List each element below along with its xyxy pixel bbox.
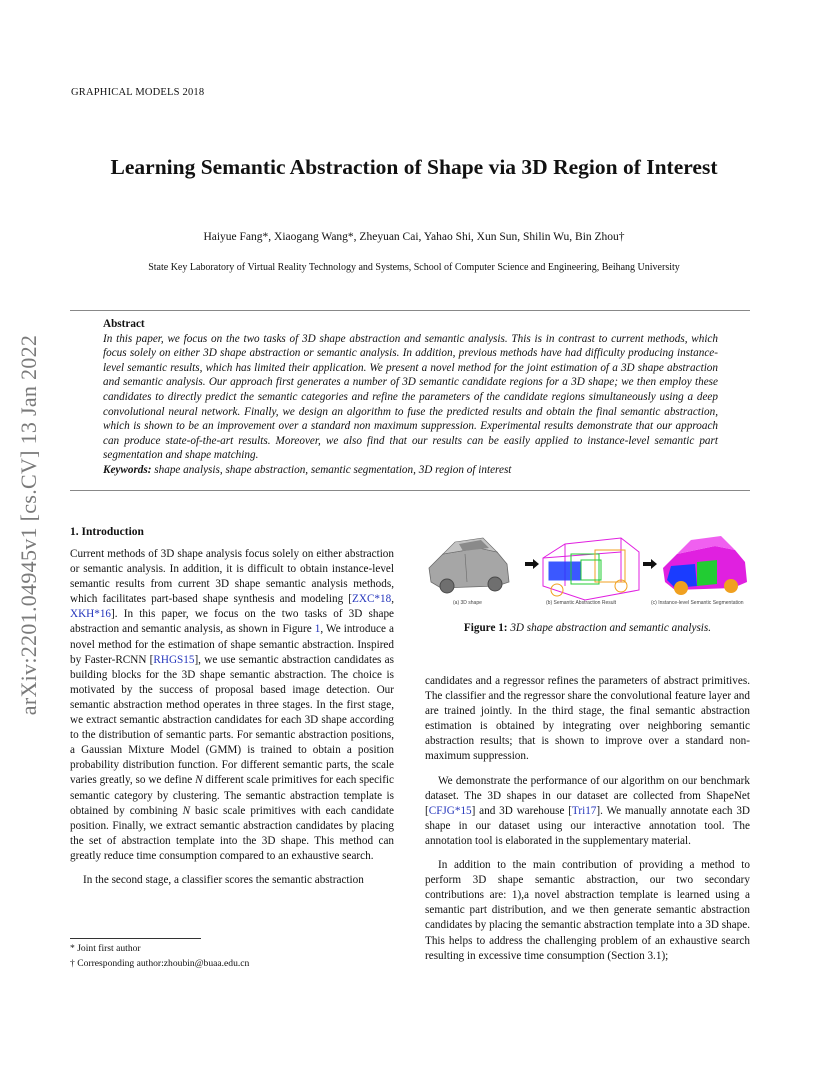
figure-subcaption-a: (a) 3D shape (453, 600, 482, 606)
right-column (425, 674, 750, 964)
intro-paragraph-cont: candidates and a regressor refines the parameters of abstract primitives. The classifier and the regressor share the convolutional feature layer and are trained jointly. In the third stage, the final semantic abstraction estimation is obtained by integrating over neighboring semantic abstraction results; that is shown to improve over a standard non-maximum suppression. (425, 675, 750, 763)
intro-paragraph-3: We demonstrate the performance of our algorithm on our benchmark dataset. The 3D shapes in our dataset are collected from ShapeNet [CFJG*15] and 3D warehouse [Tri17]. We manually annotate each 3D shape in our dataset using our interactive annotation tool. The annotation tool is elaborated in the supplementary material. (425, 774, 750, 847)
arxiv-stamp (11, 290, 47, 760)
abstract-heading: Abstract (103, 318, 145, 330)
figure-caption-text: 3D shape abstraction and semantic analysis. (510, 622, 712, 634)
paper-title: Learning Semantic Abstraction of Shape via 3D Region of Interest (110, 155, 718, 179)
section-heading-introduction: 1. Introduction (70, 526, 144, 538)
venue-header: GRAPHICAL MODELS 2018 (71, 87, 205, 98)
citation-link[interactable]: XKH*16 (70, 608, 112, 621)
figure-1-caption (425, 622, 750, 634)
abstract-text: In this paper, we focus on the two tasks of 3D shape abstraction and semantic analysis. This is in contrast to current methods, which focus solely on either 3D shape abstraction or semantic analysis. In addition, previous methods have had difficulty producing instance-level semantic results, which has limited their application. We present a novel method for the joint estimation of a 3D shape abstraction and semantic analysis. Our approach first generates a number of 3D semantic candidate regions for a 3D shape; we then employ these candidates to directly predict the semantic categories and refine the parameters of the candidate regions simultaneously using a deep convolutional neural network. Finally, we design an algorithm to fuse the predicted results and obtain the final semantic abstraction, which is shown to be an improvement over a standard non maximum suppression. Experimental results demonstrate that our approach can produce state-of-the-art results. Moreover, we also find that our results can be easily applied to instance-level semantic part segmentation and shape matching. (103, 332, 718, 462)
intro-paragraph-4: In addition to the main contribution of providing a method to perform 3D shape semantic abstraction, our two secondary contributions are: 1),a novel abstraction template is learned using a semantic part distribution, and we then generate semantic abstraction candidates by placing the semantic abstraction template into a 3D shape. This helps to address the challenging problem of an exhaustive search resulting in excessive time consumption (Section 3.1); (425, 859, 750, 962)
citation-link[interactable]: CFJG*15 (428, 804, 472, 817)
affiliation: State Key Laboratory of Virtual Reality Technology and Systems, School of Computer Science and Engineering, Beihang University (148, 262, 680, 273)
author-list: Haiyue Fang*, Xiaogang Wang*, Zheyuan Cai, Yahao Shi, Xun Sun, Shilin Wu, Bin Zhou† (203, 231, 625, 243)
footnote-rule (70, 938, 201, 939)
arrow-icon (643, 559, 657, 569)
footnote-joint-first: * Joint first author (70, 943, 141, 954)
citation-link[interactable]: ZXC*18 (352, 593, 392, 606)
intro-paragraph-1: Current methods of 3D shape analysis focus solely on either abstraction or semantic analysis. In addition, it is difficult to obtain instance-level semantic results from current 3D shape semantic analysis methods, which facilitates part-based shape synthesis and modeling [ZXC*18, XKH*16]. In this paper, we focus on the two tasks of 3D shape abstraction and semantic analysis, as shown in Figure 1, We introduce a novel method for the estimation of shape semantic abstraction. Inspired by Faster-RCNN [RHGS15], we use semantic abstraction candidates as building blocks for the 3D shape semantic abstraction. The choice is motivated by the success of proposal based image detection. Our semantic abstraction method operates in three stages. In the first stage, we extract semantic abstraction candidates for each 3D shape according to the distribution of semantic parts. For semantic abstraction positions, a Gaussian Mixture Model (GMM) is trained to obtain a position probability distribution function. For different semantic parts, the scale varies greatly, so we define N different scale primitives for each specific semantic category by clustering. The semantic abstraction template is obtained by combining N basic scale primitives with each candidate position. Finally, we extract semantic abstraction candidates by placing the set of abstraction template into the 3D shape. This method can greatly reduce time consumption compared to an exhaustive search. (70, 548, 395, 862)
vehicle-segmentation (663, 536, 747, 595)
arxiv-stamp-text: arXiv:2201.04945v1 [cs.CV] 13 Jan 2022 (16, 334, 41, 716)
abstract-bottom-rule (70, 490, 750, 491)
citation-link[interactable]: Tri17 (571, 804, 597, 817)
abstract-top-rule (70, 310, 750, 311)
left-column (70, 547, 394, 888)
vehicle-3d-shape (429, 538, 509, 593)
figure-reference-link[interactable]: 1 (314, 623, 321, 636)
figure-subcaption-b: (b) Semantic Abstraction Result (546, 600, 617, 606)
arrow-icon (525, 559, 539, 569)
citation-link[interactable]: RHGS15 (153, 653, 195, 666)
abstract (103, 317, 718, 478)
semantic-abstraction-boxes (543, 538, 639, 600)
keywords-label: Keywords: (103, 463, 152, 476)
intro-paragraph-2: In the second stage, a classifier scores the semantic abstraction (83, 873, 364, 886)
keywords-text: shape analysis, shape abstraction, semantic segmentation, 3D region of interest (154, 463, 512, 476)
figure-subcaption-c: (c) Instance-level Semantic Segmentation (651, 600, 744, 606)
figure-label: Figure 1: (463, 622, 508, 634)
footnote-corresponding: † Corresponding author:zhoubin@buaa.edu.cn (70, 958, 250, 969)
